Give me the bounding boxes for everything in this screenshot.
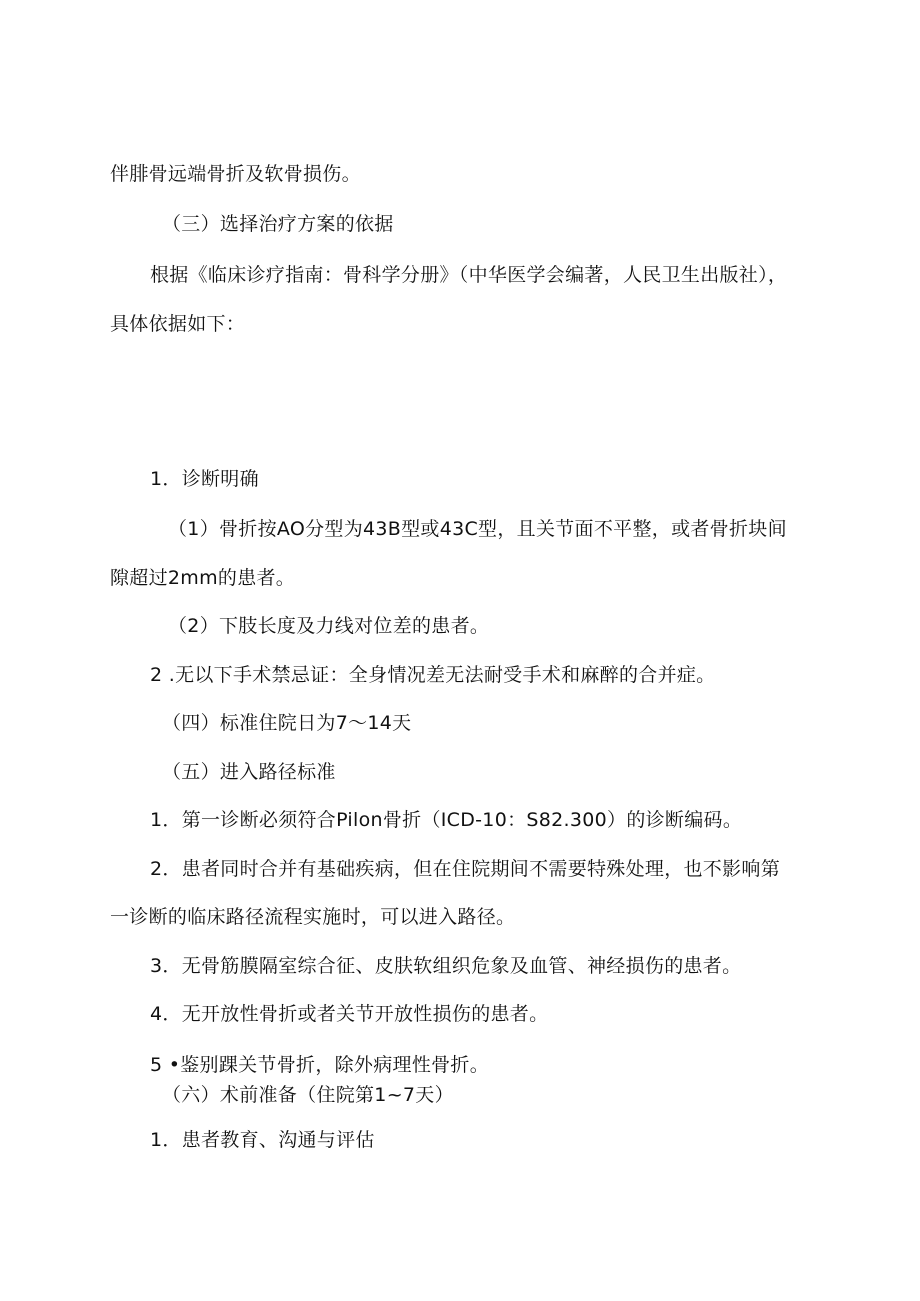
text-line: 根据《临床诊疗指南：骨科学分册》（中华医学会编著，人民卫生出版社）， — [150, 264, 788, 286]
list-item: 3．无骨筋膜隔室综合征、皮肤软组织危象及血管、神经损伤的患者。 — [150, 955, 742, 977]
text-line: （1）骨折按AO分型为43B型或43C型，且关节面不平整，或者骨折块间 — [168, 518, 787, 540]
text-line: （2）下肢长度及力线对位差的患者。 — [168, 615, 490, 637]
list-item: 1．第一诊断必须符合Pilon骨折（ICD-10：S82.300）的诊断编码。 — [150, 809, 743, 831]
text-line: 隙超过2mm的患者。 — [110, 567, 296, 589]
list-item: 1．患者教育、沟通与评估 — [150, 1129, 375, 1151]
text-line: 伴腓骨远端骨折及软骨损伤。 — [110, 163, 361, 185]
text-line: 具体依据如下： — [110, 313, 246, 335]
list-item: 4．无开放性骨折或者关节开放性损伤的患者。 — [150, 1003, 549, 1025]
list-item: 1．诊断明确 — [150, 468, 259, 490]
list-item: 5 •鉴别踝关节骨折，除外病理性骨折。 — [150, 1054, 490, 1076]
list-item: 2．患者同时合并有基础疾病，但在住院期间不需要特殊处理，也不影响第 — [150, 858, 780, 880]
list-item: 2 .无以下手术禁忌证：全身情况差无法耐受手术和麻醉的合并症。 — [150, 664, 716, 686]
section-heading: （五）进入路径标准 — [162, 761, 336, 783]
text-line: 一诊断的临床路径流程实施时，可以进入路径。 — [110, 906, 516, 928]
section-heading: （四）标准住院日为7〜14天 — [162, 712, 412, 734]
section-heading: （六）术前准备（住院第1~7天） — [162, 1084, 454, 1106]
section-heading: （三）选择治疗方案的依据 — [162, 213, 394, 235]
